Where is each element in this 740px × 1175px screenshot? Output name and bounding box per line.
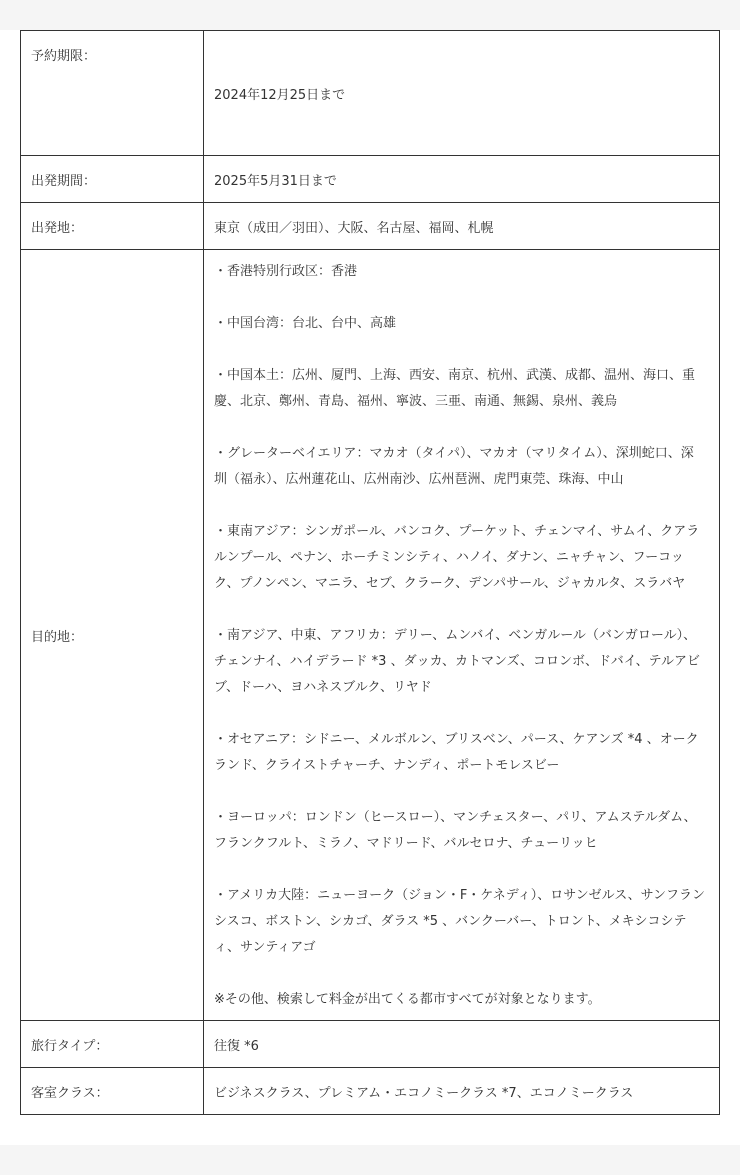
row-trip-type: [21, 1021, 720, 1068]
departure-period-value: 2025年5月31日まで: [204, 156, 720, 203]
region-taiwan: ・中国台湾：台北、台中、高雄: [214, 316, 397, 331]
row-cabin-class: [21, 1068, 720, 1115]
row-destination: [21, 250, 720, 1021]
row-departure-period: [21, 156, 720, 203]
destination-note: ※その他、検索して料金が出てくる都市すべてが対象となります。: [214, 992, 601, 1007]
booking-deadline-label: 予約期限：: [21, 31, 204, 156]
booking-deadline-value: 2024年12月25日まで: [204, 31, 720, 156]
fare-conditions-table: [20, 30, 720, 1115]
region-south-asia-middle-east-africa: ・南アジア、中東、アフリカ：デリー、ムンバイ、ベンガルール（バンガロール）、チェンナイ、ハイデラード *3 、ダッカ、カトマンズ、コロンボ、ドバイ、テルアビブ、ドーハ、ヨハネスブルク、リヤド: [214, 628, 700, 695]
content-sheet: [0, 30, 740, 1145]
origin-value: 東京（成田／羽田）、大阪、名古屋、福岡、札幌: [204, 203, 720, 250]
region-oceania: ・オセアニア：シドニー、メルボルン、ブリスベン、パース、ケアンズ *4 、オークランド、クライストチャーチ、ナンディ、ポートモレスビー: [214, 732, 699, 773]
cabin-class-value: ビジネスクラス、プレミアム・エコノミークラス *7、エコノミークラス: [204, 1068, 720, 1115]
trip-type-label: 旅行タイプ：: [21, 1021, 204, 1068]
destination-value: [204, 250, 720, 1021]
trip-type-value: 往復 *6: [204, 1021, 720, 1068]
region-southeast-asia: ・東南アジア：シンガポール、バンコク、プーケット、チェンマイ、サムイ、クアラルンプール、ペナン、ホーチミンシティ、ハノイ、ダナン、ニャチャン、フーコック、プノンペン、マニラ、セブ、クラーク、デンパサール、ジャカルタ、スラバヤ: [214, 524, 700, 591]
region-americas: ・アメリカ大陸：ニューヨーク（ジョン・F・ケネディ）、ロサンゼルス、サンフランシスコ、ボストン、シカゴ、ダラス *5 、バンクーバー、トロント、メキシコシティ、サンティアゴ: [214, 888, 705, 955]
cabin-class-label: 客室クラス：: [21, 1068, 204, 1115]
destination-label: 目的地：: [21, 250, 204, 1021]
row-booking-deadline: [21, 31, 720, 156]
departure-period-label: 出発期間：: [21, 156, 204, 203]
region-mainland-china: ・中国本土：広州、厦門、上海、西安、南京、杭州、武漢、成都、温州、海口、重慶、北京、鄭州、青島、福州、寧波、三亜、南通、無錫、泉州、義烏: [214, 368, 696, 409]
row-origin: [21, 203, 720, 250]
region-europe: ・ヨーロッパ：ロンドン（ヒースロー）、マンチェスター、パリ、アムステルダム、フランクフルト、ミラノ、マドリード、バルセロナ、チューリッヒ: [214, 810, 697, 851]
region-hong-kong: ・香港特別行政区：香港: [214, 264, 358, 279]
region-greater-bay-area: ・グレーターベイエリア：マカオ（タイパ）、マカオ（マリタイム）、深圳蛇口、深圳（福永）、広州蓮花山、広州南沙、広州琶洲、虎門東莞、珠海、中山: [214, 446, 694, 487]
origin-label: 出発地：: [21, 203, 204, 250]
